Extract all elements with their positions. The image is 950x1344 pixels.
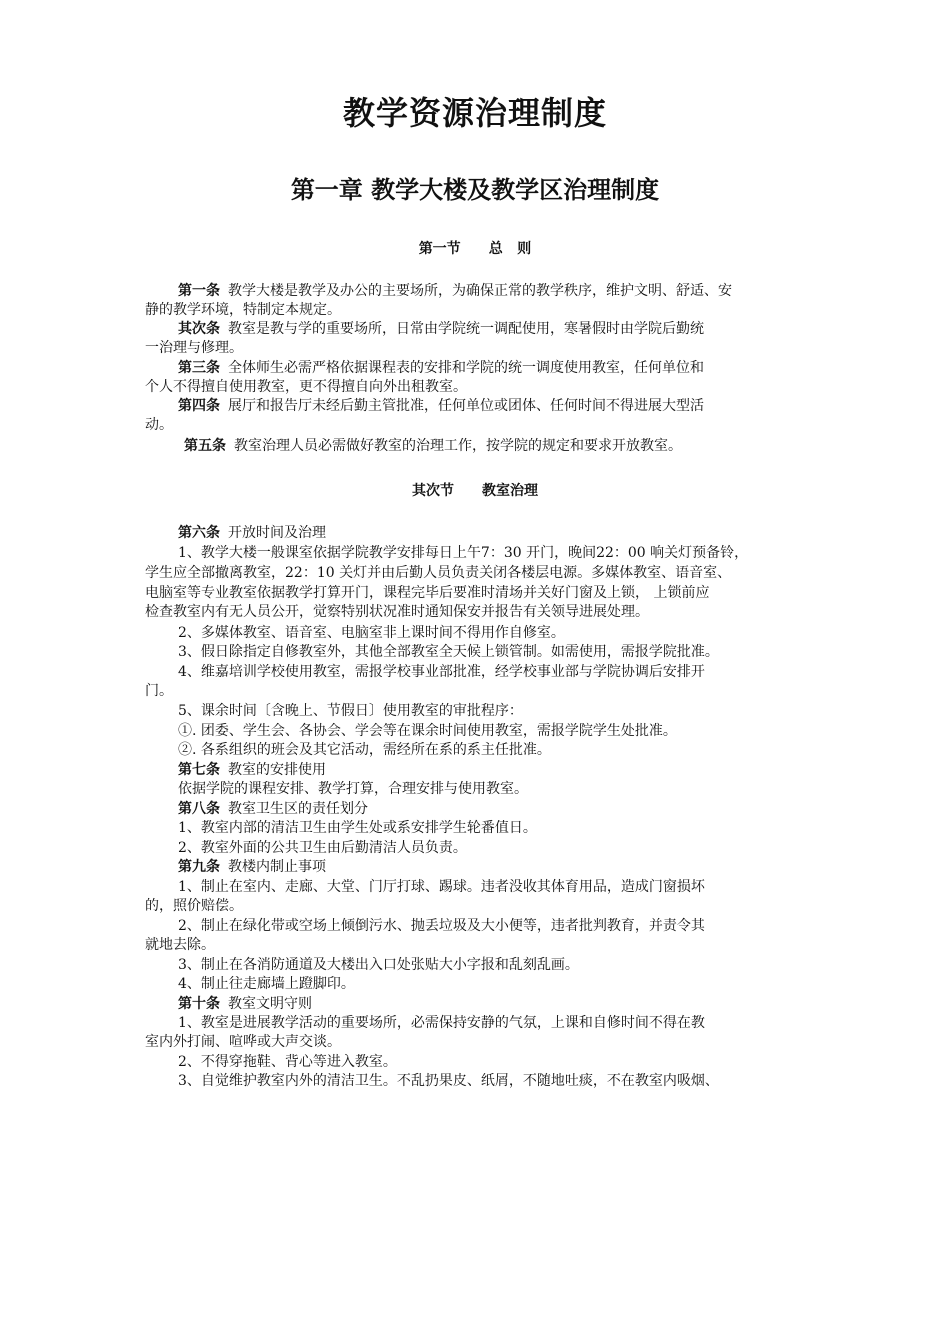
article-5-line-1 <box>184 437 682 455</box>
article-text: 展厅和报告厅未经后勤主管批准，任何单位或团体、任何时间不得进展大型活 <box>228 398 704 414</box>
article-9-item-3: 3、制止在各消防通道及大楼出入口处张贴大小字报和乱刻乱画。 <box>178 957 579 973</box>
article-9-item-4: 4、制止往走廊墙上蹬脚印。 <box>178 976 355 992</box>
article-label: 第九条 <box>178 859 220 875</box>
article-label: 第六条 <box>178 525 220 541</box>
article-text: 教楼内制止事项 <box>228 859 326 875</box>
article-1-line-1 <box>178 282 732 300</box>
article-text: 教学大楼是教学及办公的主要场所，为确保正常的教学秩序，维护文明、舒适、安 <box>228 283 732 299</box>
article-text: 全体师生必需严格依据课程表的安排和学院的统一调度使用教室，任何单位和 <box>228 360 704 376</box>
article-text: 教室卫生区的责任划分 <box>228 801 368 817</box>
article-7-heading <box>178 761 326 779</box>
article-7-line-1: 依据学院的课程安排、教学打算，合理安排与使用教室。 <box>178 781 528 797</box>
article-6-item-1-line-4: 检查教室内有无人员公开，觉察特别状况准时通知保安并报告有关领导进展处理。 <box>145 604 649 620</box>
article-2-line-2: 一治理与修理。 <box>145 340 243 356</box>
article-text: 开放时间及治理 <box>228 525 326 541</box>
section-number: 第一节 <box>418 241 461 257</box>
section-name: 总 则 <box>488 241 532 257</box>
section-number: 其次节 <box>412 483 454 499</box>
article-6-item-4-line-1: 4、维嘉培训学校使用教室，需报学校事业部批准，经学校事业部与学院协调后安排开 <box>178 664 705 680</box>
article-text: 教室文明守则 <box>228 996 312 1012</box>
article-9-heading <box>178 858 326 876</box>
article-label: 第七条 <box>178 762 220 778</box>
article-label: 第八条 <box>178 801 220 817</box>
article-6-item-5-sub-1: ①. 团委、学生会、各协会、学会等在课余时间使用教室，需报学院学生处批准。 <box>178 723 677 739</box>
article-10-item-3: 3、自觉维护教室内外的清洁卫生。不乱扔果皮、纸屑，不随地吐痰，不在教室内吸烟、 <box>178 1073 719 1089</box>
article-4-line-1 <box>178 397 704 415</box>
document-title: 教学资源治理制度 <box>342 94 607 132</box>
chapter-heading: 第一章 教学大楼及教学区治理制度 <box>290 176 660 204</box>
article-10-heading <box>178 995 312 1013</box>
article-6-item-5-sub-2: ②. 各系组织的班会及其它活动，需经所在系的系主任批准。 <box>178 742 551 758</box>
article-10-item-1-line-1: 1、教室是进展教学活动的重要场所，必需保持安静的气氛，上课和自修时间不得在教 <box>178 1015 705 1031</box>
article-8-heading <box>178 800 368 818</box>
article-9-item-1-line-2: 的，照价赔偿。 <box>145 898 243 914</box>
article-6-item-2: 2、多媒体教室、语音室、电脑室非上课时间不得用作自修室。 <box>178 625 565 641</box>
article-6-item-4-line-2: 门。 <box>145 683 173 699</box>
article-3-line-1 <box>178 359 704 377</box>
article-6-item-1-line-1: 1、教学大楼一般课室依据学院教学安排每日上午7：30 开门，晚间22：00 响关灯预备铃， <box>178 545 749 561</box>
article-text: 教室治理人员必需做好教室的治理工作，按学院的规定和要求开放教室。 <box>234 438 682 454</box>
article-text: 教室的安排使用 <box>228 762 326 778</box>
article-6-item-5: 5、课余时间〔含晚上、节假日〕使用教室的审批程序： <box>178 703 523 719</box>
article-label: 第十条 <box>178 996 220 1012</box>
article-4-line-2: 动。 <box>145 417 173 433</box>
article-label: 第一条 <box>178 283 220 299</box>
article-label: 第四条 <box>178 398 220 414</box>
article-8-item-1: 1、教室内部的清洁卫生由学生处或系安排学生轮番值日。 <box>178 820 537 836</box>
article-9-item-2-line-1: 2、制止在绿化带或空场上倾倒污水、抛丢垃圾及大小便等，违者批判教育，并责令其 <box>178 918 705 934</box>
section-heading-2 <box>0 480 950 500</box>
section-heading-1 <box>0 238 950 258</box>
article-text: 教室是教与学的重要场所，日常由学院统一调配使用，寒暑假时由学院后勤统 <box>228 321 704 337</box>
article-label: 第五条 <box>184 438 226 454</box>
article-6-item-3: 3、假日除指定自修教室外，其他全部教室全天候上锁管制。如需使用，需报学院批准。 <box>178 644 719 660</box>
section-name: 教室治理 <box>482 483 538 499</box>
article-label: 其次条 <box>178 321 220 337</box>
article-6-item-1-line-3: 电脑室等专业教室依据教学打算开门，课程完毕后要准时清场并关好门窗及上锁， 上锁前应 <box>145 585 710 601</box>
article-3-line-2: 个人不得擅自使用教室，更不得擅自向外出租教室。 <box>145 379 467 395</box>
article-2-line-1 <box>178 320 704 338</box>
article-label: 第三条 <box>178 360 220 376</box>
article-10-item-1-line-2: 室内外打闹、喧哗或大声交谈。 <box>145 1034 341 1050</box>
article-9-item-2-line-2: 就地去除。 <box>145 937 215 953</box>
article-8-item-2: 2、教室外面的公共卫生由后勤清洁人员负责。 <box>178 840 467 856</box>
article-1-line-2: 静的教学环境，特制定本规定。 <box>145 302 341 318</box>
article-10-item-2: 2、不得穿拖鞋、背心等进入教室。 <box>178 1054 397 1070</box>
article-6-item-1-line-2: 学生应全部撤离教室，22：10 关灯并由后勤人员负责关闭各楼层电源。多媒体教室、语音室、 <box>145 565 732 581</box>
article-6-heading <box>178 524 326 542</box>
article-9-item-1-line-1: 1、制止在室内、走廊、大堂、门厅打球、踢球。违者没收其体育用品，造成门窗损坏 <box>178 879 705 895</box>
